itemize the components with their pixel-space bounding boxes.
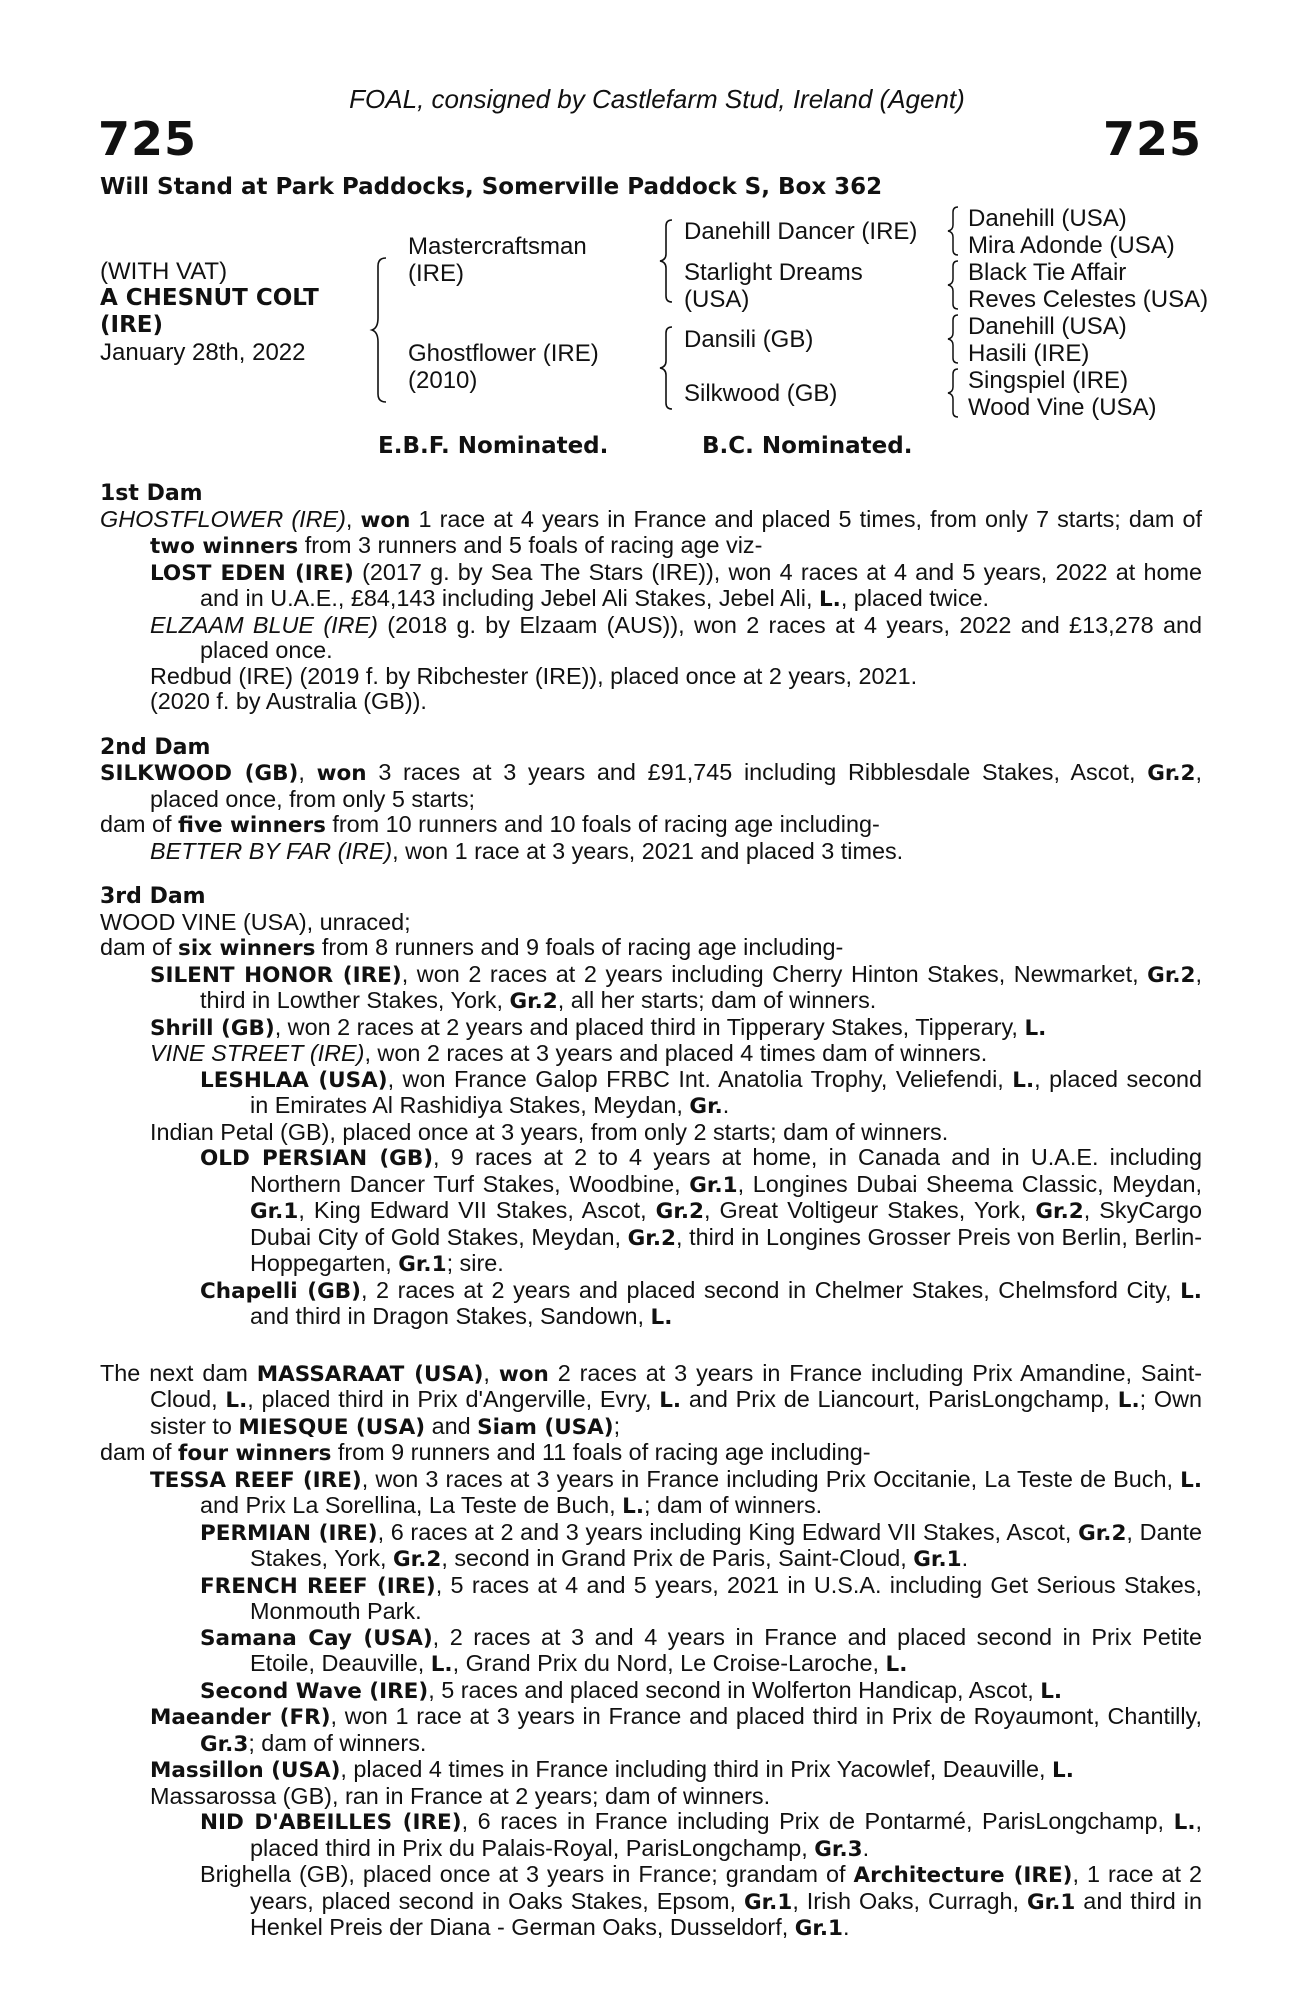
pedigree-bracket-dam [660, 325, 680, 411]
sire-name: Mastercraftsman [408, 233, 587, 260]
list-item: Brighella (GB), placed once at 3 years in France; grandam of Architecture (IRE), 1 race at 2 years, placed second in Oaks Stakes, Epsom, Gr.1, Irish Oaks, Curragh, Gr.1 and third in Henkel Preis der Diana - German Oaks, Dusseldorf, Gr.1. [200, 1861, 1202, 1941]
bc-nomination: B.C. Nominated. [702, 433, 913, 459]
list-item: Second Wave (IRE), 5 races and placed second in Wolferton Handicap, Ascot, L. [200, 1676, 1063, 1704]
sire-sire-dam: Mira Adonde (USA) [968, 232, 1175, 259]
sire-dam-country: (USA) [684, 286, 750, 313]
pedigree-bracket-ss [948, 205, 964, 257]
first-dam-record: GHOSTFLOWER (IRE), won 1 race at 4 years in France and placed 5 times, from only 7 starts; dam of two winners from 3 runners and 5 foals of racing age viz- [100, 505, 1202, 559]
list-item: Maeander (FR), won 1 race at 3 years in France and placed third in Prix de Royaumont, Chantilly, Gr.3; dam of winners. [150, 1703, 1202, 1757]
pedigree-bracket-sd [948, 259, 964, 311]
list-item: (2020 f. by Australia (GB)). [150, 688, 427, 714]
dam-year: (2010) [408, 367, 478, 394]
list-item: TESSA REEF (IRE), won 3 races at 3 years in France including Prix Occitanie, La Teste de Buch, L. and Prix La Sorellina, La Teste de Buch, L.; dam of winners. [150, 1465, 1202, 1519]
pedigree-bracket-dd [948, 367, 964, 419]
second-dam-produce: dam of five winners from 10 runners and 10 foals of racing age including- [100, 811, 880, 838]
dam-sire: Dansili (GB) [684, 326, 814, 353]
pedigree-bracket-main [372, 256, 392, 406]
list-item: Samana Cay (USA), 2 races at 3 and 4 years in France and placed second in Prix Petite Etoile, Deauville, L., Grand Prix du Nord, Le Croise-Laroche, L. [200, 1623, 1202, 1677]
dam-dam: Silkwood (GB) [684, 380, 838, 407]
third-dam-produce: dam of six winners from 8 runners and 9 foals of racing age including- [100, 934, 844, 961]
pedigree-bracket-ds [948, 313, 964, 365]
dam-dam-sire: Singspiel (IRE) [968, 367, 1129, 394]
list-item: BETTER BY FAR (IRE), won 1 race at 3 years, 2021 and placed 3 times. [150, 837, 904, 864]
sire-sire-sire: Danehill (USA) [968, 205, 1127, 232]
foaling-date: January 28th, 2022 [100, 339, 306, 366]
next-dam-produce: dam of four winners from 9 runners and 11 foals of racing age including- [100, 1439, 871, 1466]
second-dam-record: SILKWOOD (GB), won 3 races at 3 years and £91,745 including Ribblesdale Stakes, Ascot, Gr.2, placed once, from only 5 starts; [100, 759, 1202, 812]
list-item: SILENT HONOR (IRE), won 2 races at 2 years including Cherry Hinton Stakes, Newmarket, Gr.2, third in Lowther Stakes, York, Gr.2, all her starts; dam of winners. [150, 960, 1202, 1014]
sire-dam: Starlight Dreams [684, 259, 863, 286]
list-item: LESHLAA (USA), won France Galop FRBC Int. Anatolia Trophy, Veliefendi, L., placed second in Emirates Al Rashidiya Stakes, Meydan, Gr.. [200, 1065, 1202, 1119]
horse-name: A CHESNUT COLT [100, 285, 319, 311]
sire-dam-dam: Reves Celestes (USA) [968, 286, 1209, 313]
list-item: ELZAAM BLUE (IRE) (2018 g. by Elzaam (AUS)), won 2 races at 4 years, 2022 and £13,278 and placed once. [150, 611, 1202, 663]
sire-country: (IRE) [408, 260, 464, 287]
first-dam-heading: 1st Dam [100, 481, 203, 506]
list-item: OLD PERSIAN (GB), 9 races at 2 to 4 years at home, in Canada and in U.A.E. including Northern Dancer Turf Stakes, Woodbine, Gr.1, Longines Dubai Sheema Classic, Meydan, Gr.1, King Edward VII Stakes, Ascot, Gr.2, Great Voltigeur Stakes, York, Gr.2, SkyCargo Dubai City of Gold Stakes, Meydan, Gr.2, third in Longines Grosser Preis von Berlin, Berlin-Hoppegarten, Gr.1; sire. [200, 1144, 1203, 1277]
horse-country: (IRE) [100, 312, 164, 338]
stand-location: Will Stand at Park Paddocks, Somerville Paddock S, Box 362 [100, 174, 883, 200]
consignment-line: FOAL, consigned by Castlefarm Stud, Ireland (Agent) [349, 84, 965, 114]
next-dam-record: The next dam MASSARAAT (USA), won 2 races at 3 years in France including Prix Amandine, Saint-Cloud, L., placed third in Prix d'Angerville, Evry, L. and Prix de Liancourt, ParisLongchamp, L.; Own sister to MIESQUE (USA) and Siam (USA); [100, 1359, 1203, 1440]
list-item: Chapelli (GB), 2 races at 2 years and placed second in Chelmer Stakes, Chelmsford City, L. and third in Dragon Stakes, Sandown, L. [200, 1276, 1202, 1330]
list-item: LOST EDEN (IRE) (2017 g. by Sea The Stars (IRE)), won 4 races at 4 and 5 years, 2022 at home and in U.A.E., £84,143 including Jebel Ali Stakes, Jebel Ali, L., placed twice. [150, 558, 1202, 612]
list-item: Massarossa (GB), ran in France at 2 years; dam of winners. [150, 1782, 771, 1809]
lot-number-right: 725 [1102, 112, 1202, 166]
list-item: NID D'ABEILLES (IRE), 6 races in France including Prix de Pontarmé, ParisLongchamp, L., placed third in Prix du Palais-Royal, ParisLongchamp, Gr.3. [200, 1808, 1202, 1862]
pedigree-bracket-sire [660, 218, 680, 304]
list-item: Redbud (IRE) (2019 f. by Ribchester (IRE)), placed once at 2 years, 2021. [150, 662, 918, 689]
ebf-nomination: E.B.F. Nominated. [378, 433, 609, 459]
catalogue-body [100, 481, 1202, 1942]
dam-dam-dam: Wood Vine (USA) [968, 394, 1157, 421]
list-item: Indian Petal (GB), placed once at 3 years, from only 2 starts; dam of winners. [150, 1118, 949, 1145]
dam-sire-sire: Danehill (USA) [968, 313, 1127, 340]
vat-note: (WITH VAT) [100, 258, 228, 285]
third-dam-record: WOOD VINE (USA), unraced; [100, 908, 411, 935]
list-item: PERMIAN (IRE), 6 races at 2 and 3 years including King Edward VII Stakes, Ascot, Gr.2, Dante Stakes, York, Gr.2, second in Grand Prix de Paris, Saint-Cloud, Gr.1. [200, 1518, 1202, 1572]
dam-sire-dam: Hasili (IRE) [968, 340, 1090, 367]
sire-sire: Danehill Dancer (IRE) [684, 218, 918, 245]
lot-number-left: 725 [98, 112, 198, 166]
list-item: FRENCH REEF (IRE), 5 races at 4 and 5 years, 2021 in U.S.A. including Get Serious Stakes, Monmouth Park. [200, 1571, 1202, 1624]
list-item: Massillon (USA), placed 4 times in France including third in Prix Yacowlef, Deauville, L. [150, 1756, 1074, 1783]
second-dam-heading: 2nd Dam [100, 734, 211, 760]
sire-dam-sire: Black Tie Affair [968, 259, 1127, 286]
third-dam-heading: 3rd Dam [100, 884, 206, 909]
list-item: Shrill (GB), won 2 races at 2 years and placed third in Tipperary Stakes, Tipperary, L. [150, 1013, 1047, 1041]
list-item: VINE STREET (IRE), won 2 races at 3 years and placed 4 times dam of winners. [150, 1040, 988, 1066]
dam-name: Ghostflower (IRE) [408, 340, 599, 367]
